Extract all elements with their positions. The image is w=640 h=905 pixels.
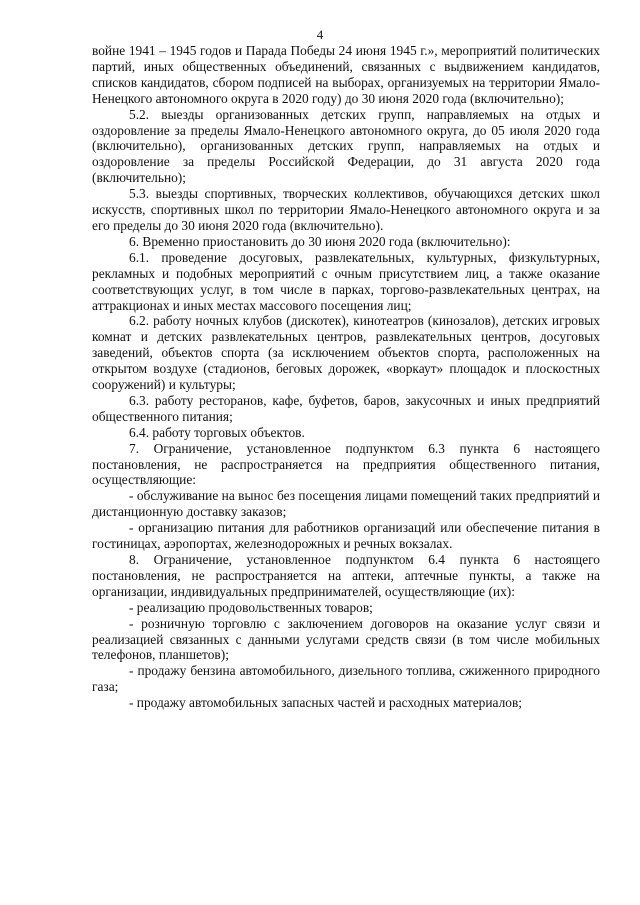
paragraph-continuation-5-1: войне 1941 – 1945 годов и Парада Победы 24 июня 1945 г.», мероприятий политических партий, иных общественных объединений, связанных с выдвижением кандидатов, списков кандидатов, сбором подписей на выборах, организуемых на территории Ямало-Ненецкого автономного округа в 2020 году) до 30 июня 2020 года (включительно); [92,43,600,106]
document-body [92,43,600,711]
list-item-catering: - организацию питания для работников организаций или обеспечение питания в гостиницах, аэропортах, железнодорожных и речных вокзалах. [92,520,600,552]
list-item-takeaway: - обслуживание на вынос без посещения лицами помещений таких предприятий и дистанционную доставку заказов; [92,488,600,520]
paragraph-5-2: 5.2. выезды организованных детских групп, направляемых на отдых и оздоровление за пределы Ямало-Ненецкого автономного округа, до 05 июля 2020 года (включительно), организованных детских групп, направляемых на отдых и оздоровление за пределы Российской Федерации, до 31 августа 2020 года (включительно); [92,106,600,186]
paragraph-6-3: 6.3. работу ресторанов, кафе, буфетов, баров, закусочных и иных предприятий общественного питания; [92,392,600,424]
list-item-telecom-sales: - розничную торговлю с заключением договоров на оказание услуг связи и реализацией связанных с данными услугами средств связи (в том числе мобильных телефонов, планшетов); [92,615,600,663]
paragraph-6-1: 6.1. проведение досуговых, развлекательных, культурных, физкультурных, рекламных и подобных мероприятий с очным присутствием лиц, а также оказание соответствующих услуг, в том числе в парках, торгово-развлекательных центрах, на аттракционах и иных местах массового посещения лиц; [92,249,600,313]
paragraph-6-4: 6.4. работу торговых объектов. [129,424,305,440]
paragraph-7: 7. Ограничение, установленное подпунктом 6.3 пункта 6 настоящего постановления, не распространяется на предприятия общественного питания, осуществляющие: [92,440,600,488]
paragraph-8: 8. Ограничение, установленное подпунктом 6.4 пункта 6 настоящего постановления, не распространяется на аптеки, аптечные пункты, а также на организации, индивидуальных предпринимателей, осуществляющие (их): [92,552,600,599]
paragraph-6: 6. Временно приостановить до 30 июня 2020 года (включительно): [129,233,511,249]
list-item-food-sales: - реализацию продовольственных товаров; [129,599,373,615]
paragraph-5-3: 5.3. выезды спортивных, творческих коллективов, обучающихся детских школ искусств, спортивных школ по территории Ямало-Ненецкого автономного округа и за его пределы до 30 июня 2020 года (включительно). [92,186,600,233]
paragraph-6-2: 6.2. работу ночных клубов (дискотек), кинотеатров (кинозалов), детских игровых комнат и детских развлекательных центров, развлекательных центров, досуговых заведений, объектов спорта (за исключением объектов спорта, расположенных на открытом воздухе (стадионов, беговых дорожек, «воркаут» площадок и плоскостных сооружений) и культуры; [92,313,600,393]
list-item-auto-parts-sales: - продажу автомобильных запасных частей и расходных материалов; [129,695,523,711]
list-item-fuel-sales: - продажу бензина автомобильного, дизельного топлива, сжиженного природного газа; [92,663,600,695]
page-number: 4 [316,27,324,42]
